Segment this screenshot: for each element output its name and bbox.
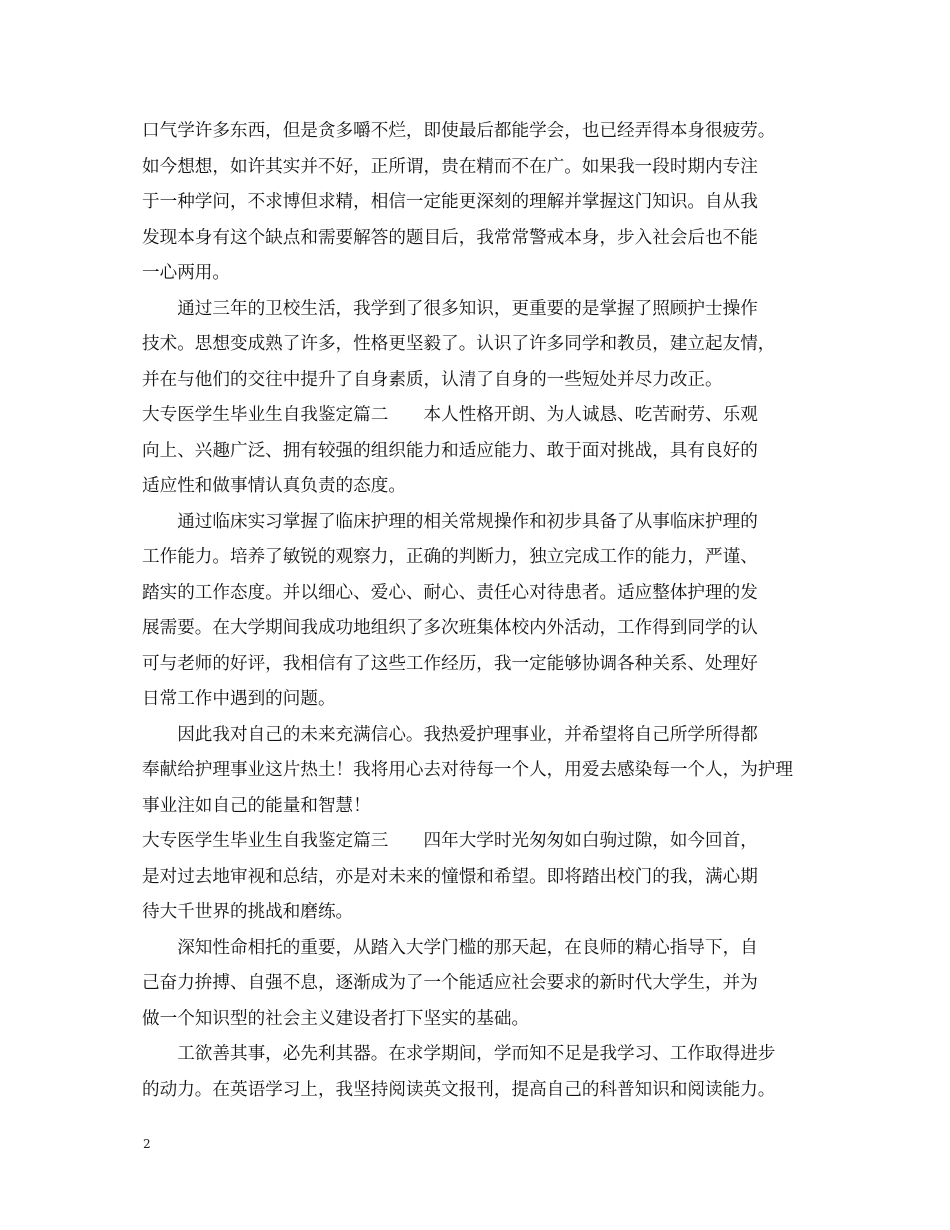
text-line: 一心两用。 — [142, 263, 230, 283]
text-line: 通过临床实习掌握了临床护理的相关常规操作和初步具备了从事临床护理的 — [142, 511, 758, 532]
text-line: 是对过去地审视和总结，亦是对未来的憧憬和希望。即将踏出校门的我，满心期 — [142, 866, 758, 887]
text-line: 的动力。在英语学习上，我坚持阅读英文报刊，提高自己的科普知识和阅读能力。 — [142, 1079, 776, 1100]
text-line: 踏实的工作态度。并以细心、爱心、耐心、责任心对待患者。适应整体护理的发 — [142, 582, 758, 603]
document-body — [142, 114, 832, 1108]
text-line: 己奋力拚搏、自强不息，逐渐成为了一个能适应社会要求的新时代大学生，并为 — [142, 973, 758, 993]
text-line: 口气学许多东西，但是贪多嚼不烂，即使最后都能学会，也已经弄得本身很疲劳。 — [142, 121, 776, 141]
text-line: 工作能力。培养了敏锐的观察力，正确的判断力，独立完成工作的能力，严谨、 — [142, 547, 758, 567]
text-line: 工欲善其事，必先利其器。在求学期间，学而知不足是我学习、工作取得进步 — [142, 1044, 776, 1064]
text-line: 适应性和做事情认真负责的态度。 — [142, 476, 406, 496]
text-line: 发现本身有这个缺点和需要解答的题目后，我常常警戒本身，步入社会后也不能 — [142, 227, 758, 248]
text-line: 事业注如自己的能量和智慧！ — [142, 795, 371, 816]
text-line: 技术。思想变成熟了许多，性格更坚毅了。认识了许多同学和教员，建立起友情， — [142, 334, 776, 354]
section-heading-line: 大专医学生毕业生自我鉴定篇二 本人性格开朗、为人诚恳、吃苦耐劳、乐观 — [142, 405, 758, 425]
text-line: 日常工作中遇到的问题。 — [142, 689, 336, 709]
text-line: 因此我对自己的未来充满信心。我热爱护理事业，并希望将自己所学所得都 — [142, 724, 758, 745]
text-line: 通过三年的卫校生活，我学到了很多知识，更重要的是掌握了照顾护士操作 — [142, 298, 758, 319]
text-line: 做一个知识型的社会主义建设者打下坚实的基础。 — [142, 1008, 530, 1029]
text-line: 并在与他们的交往中提升了自身素质，认清了自身的一些短处并尽力改正。 — [142, 369, 723, 390]
text-line: 向上、兴趣广泛、拥有较强的组织能力和适应能力、敢于面对挑战，具有良好的 — [142, 440, 758, 461]
text-line: 于一种学问，不求博但求精，相信一定能更深刻的理解并掌握这门知识。自从我 — [142, 192, 758, 212]
text-line: 待大千世界的挑战和磨练。 — [142, 902, 354, 922]
section-heading-line: 大专医学生毕业生自我鉴定篇三 四年大学时光匆匆如白驹过隙，如今回首， — [142, 831, 758, 851]
text-line: 如今想想，如许其实并不好，正所谓，贵在精而不在广。如果我一段时期内专注 — [142, 156, 758, 177]
text-line: 奉献给护理事业这片热土！我将用心去对待每一个人，用爱去感染每一个人，为护理 — [142, 760, 793, 780]
text-line: 可与老师的好评，我相信有了这些工作经历，我一定能够协调各种关系、处理好 — [142, 653, 758, 674]
text-line: 展需要。在大学期间我成功地组织了多次班集体校内外活动，工作得到同学的认 — [142, 618, 758, 638]
text-line: 深知性命相托的重要，从踏入大学门槛的那天起，在良师的精心指导下，自 — [142, 937, 758, 958]
page-number: 2 — [143, 1137, 151, 1151]
